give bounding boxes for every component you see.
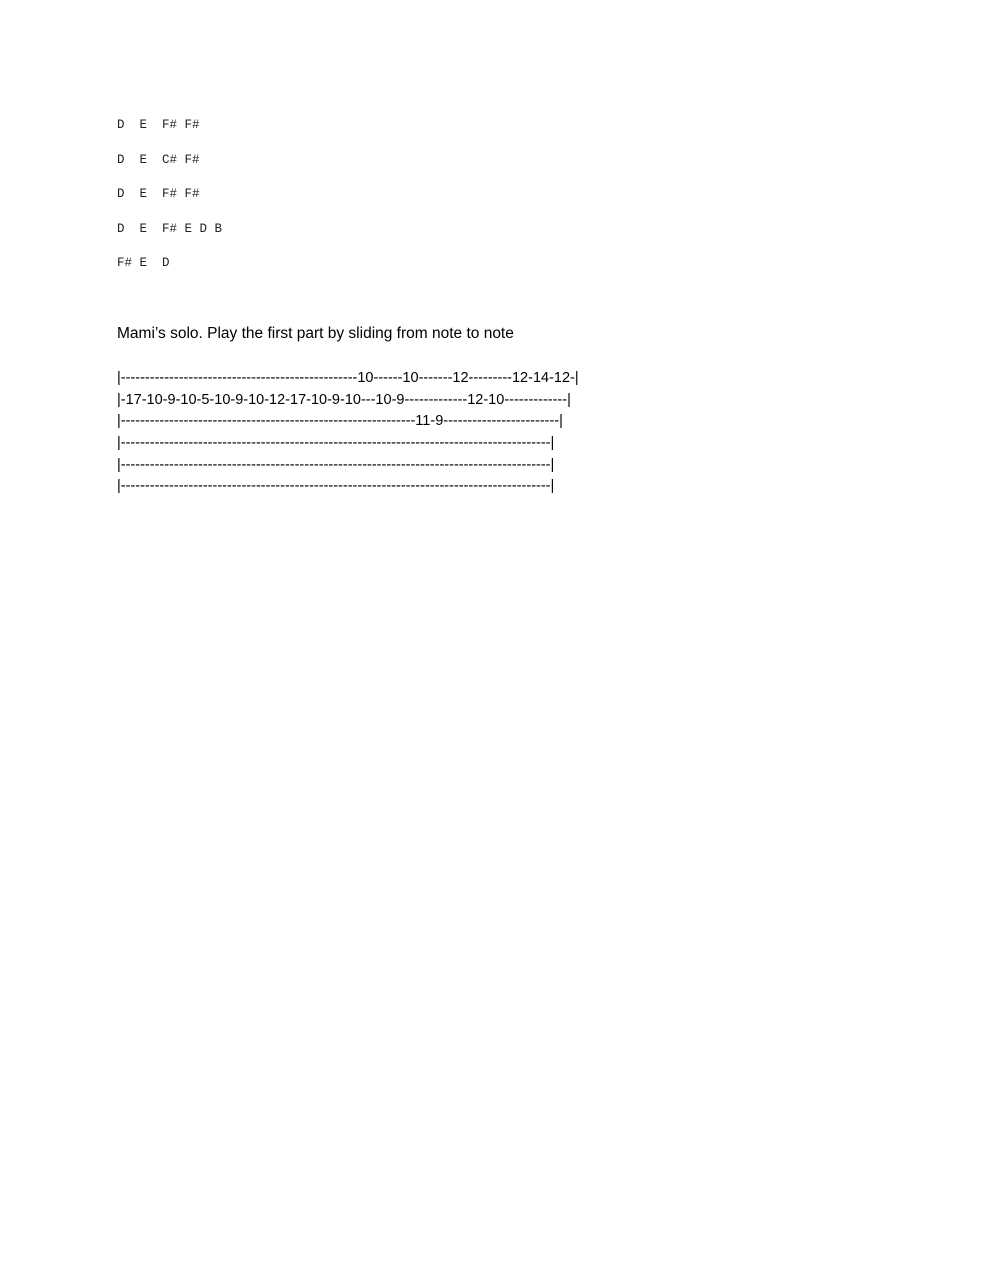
tab-string-line: |-----------------------------------------------------------------------------------------| <box>117 435 555 452</box>
chord-line: F# E D <box>117 256 170 271</box>
tab-string-line: |-17-10-9-10-5-10-9-10-12-17-10-9-10---10-9-------------12-10-------------| <box>117 391 571 408</box>
solo-heading: Mami’s solo. Play the first part by sliding from note to note <box>117 325 514 342</box>
chord-line: D E F# E D B <box>117 221 223 236</box>
chord-line: D E F# F# <box>117 187 200 202</box>
tab-string-line: |-------------------------------------------------10------10-------12---------12-14-12-| <box>117 370 579 386</box>
chord-line: D E C# F# <box>117 152 200 167</box>
tab-string-line: |-----------------------------------------------------------------------------------------| <box>117 478 555 495</box>
chord-progression <box>117 117 222 290</box>
tab-string-line: |-------------------------------------------------------------11-9------------------------| <box>117 413 563 430</box>
chord-line: D E F# F# <box>117 118 200 132</box>
guitar-tablature <box>117 368 657 498</box>
tab-string-line: |-----------------------------------------------------------------------------------------| <box>117 456 555 473</box>
